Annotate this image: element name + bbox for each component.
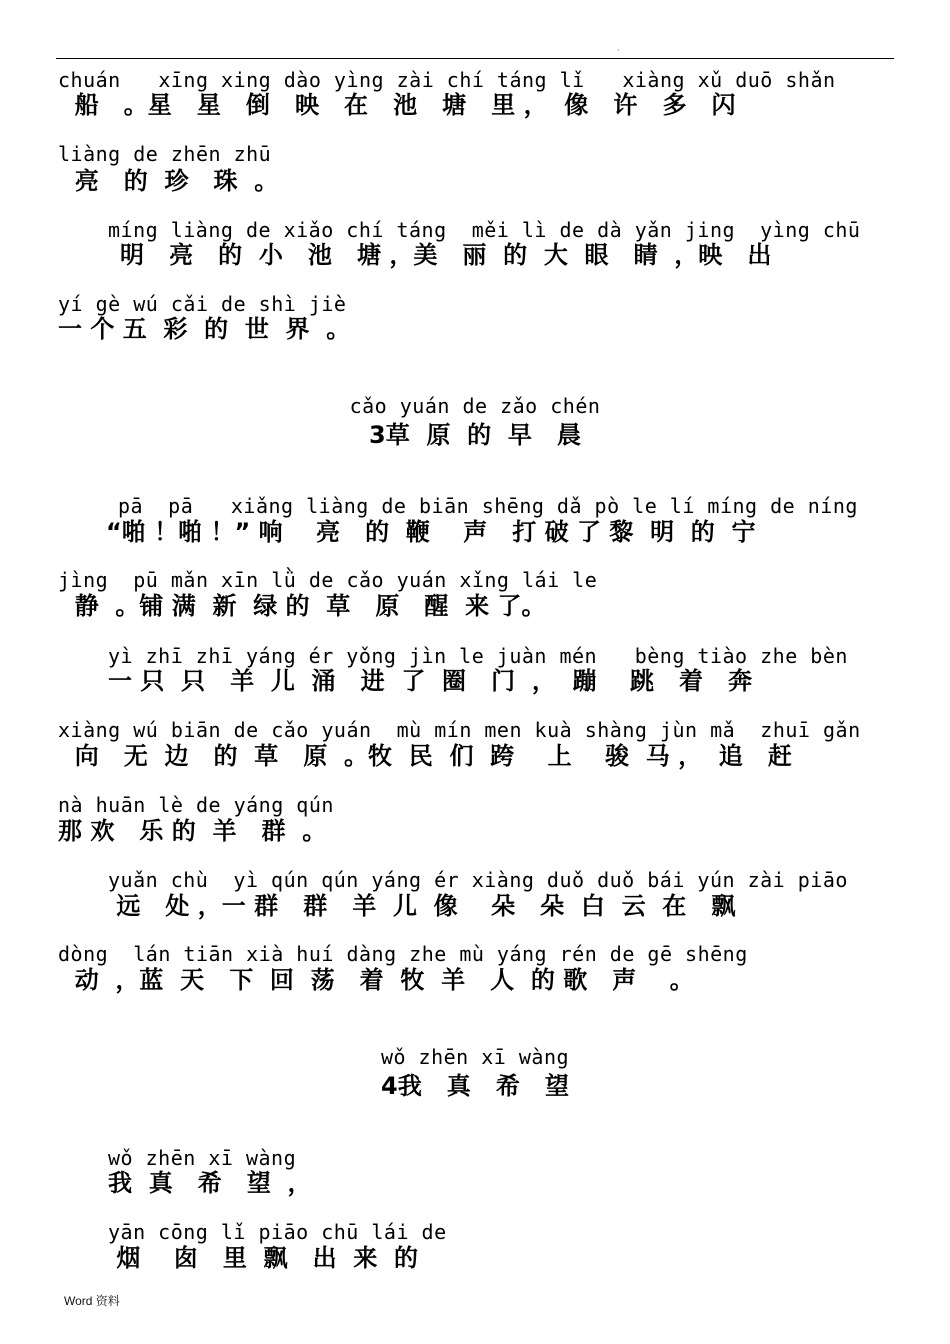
header-mark: · <box>617 46 620 55</box>
hanzi-line: 那 欢 乐 的 羊 群 。 <box>58 817 327 845</box>
pinyin-line: chuán xīng xing dào yìng zài chí táng lǐ xiàng xǔ duō shǎn <box>58 68 836 92</box>
hanzi-line: 静 。铺 满 新 绿 的 草 原 醒 来 了。 <box>58 592 546 620</box>
hanzi-line: 远 处 ，一 群 群 羊 儿 像 朵 朵 白 云 在 飘 <box>108 892 736 920</box>
pinyin-line: yān cōng lǐ piāo chū lái de <box>108 1220 447 1244</box>
hanzi-line: 烟 囱 里 飘 出 来 的 <box>108 1244 419 1272</box>
pinyin-line: yuǎn chù yì qún qún yáng ér xiàng duǒ duǒ bái yún zài piāo <box>108 868 848 892</box>
hanzi-line: 动 ，蓝 天 下 回 荡 着 牧 羊 人 的 歌 声 。 <box>58 966 694 994</box>
hanzi-line: 明 亮 的 小 池 塘 ，美 丽 的 大 眼 睛 ，映 出 <box>120 241 772 269</box>
pinyin-line: yì zhī zhī yáng ér yǒng jìn le juàn mén bèng tiào zhe bèn <box>108 644 848 668</box>
footer-label: Word 资料 <box>64 1294 120 1308</box>
pinyin-line: nà huān lè de yáng qún <box>58 793 334 817</box>
hanzi-line: 一 个 五 彩 的 世 界 。 <box>58 315 351 343</box>
hanzi-line: 我 真 希 望 ， <box>108 1169 312 1197</box>
pinyin-line: míng liàng de xiǎo chí táng měi lì de dà yǎn jing yìng chū <box>108 218 861 242</box>
lesson-title: 3草 原 的 早 晨 <box>369 421 581 449</box>
hanzi-line: 亮 的 珍 珠 。 <box>58 167 279 195</box>
pinyin-line: jìng pū mǎn xīn lǜ de cǎo yuán xǐng lái le <box>58 568 598 592</box>
hanzi-line: “啪 ！啪 ！” 响 亮 的 鞭 声 打 破 了 黎 明 的 宁 <box>106 518 756 546</box>
pinyin-line: xiàng wú biān de cǎo yuán mù mín men kuà shàng jùn mǎ zhuī gǎn <box>58 718 861 742</box>
header-rule <box>56 58 894 59</box>
title-pinyin: cǎo yuán de zǎo chén <box>349 394 601 418</box>
pinyin-line: yí gè wú cǎi de shì jiè <box>58 292 347 316</box>
hanzi-line: 向 无 边 的 草 原 。牧 民 们 跨 上 骏 马 ， 追 赶 <box>58 742 792 770</box>
title-pinyin: wǒ zhēn xī wàng <box>380 1045 570 1069</box>
hanzi-line: 船 。星 星 倒 映 在 池 塘 里 ， 像 许 多 闪 <box>58 91 736 119</box>
pinyin-line: dòng lán tiān xià huí dàng zhe mù yáng rén de gē shēng <box>58 942 748 966</box>
pinyin-line: pā pā xiǎng liàng de biān shēng dǎ pò le lí míng de níng <box>118 494 858 518</box>
pinyin-line: wǒ zhēn xī wàng <box>108 1146 297 1170</box>
hanzi-line: 一 只 只 羊 儿 涌 进 了 圈 门 ， 蹦 跳 着 奔 <box>108 667 753 695</box>
pinyin-line: liàng de zhēn zhū <box>58 142 272 166</box>
lesson-title: 4我 真 希 望 <box>381 1072 569 1100</box>
